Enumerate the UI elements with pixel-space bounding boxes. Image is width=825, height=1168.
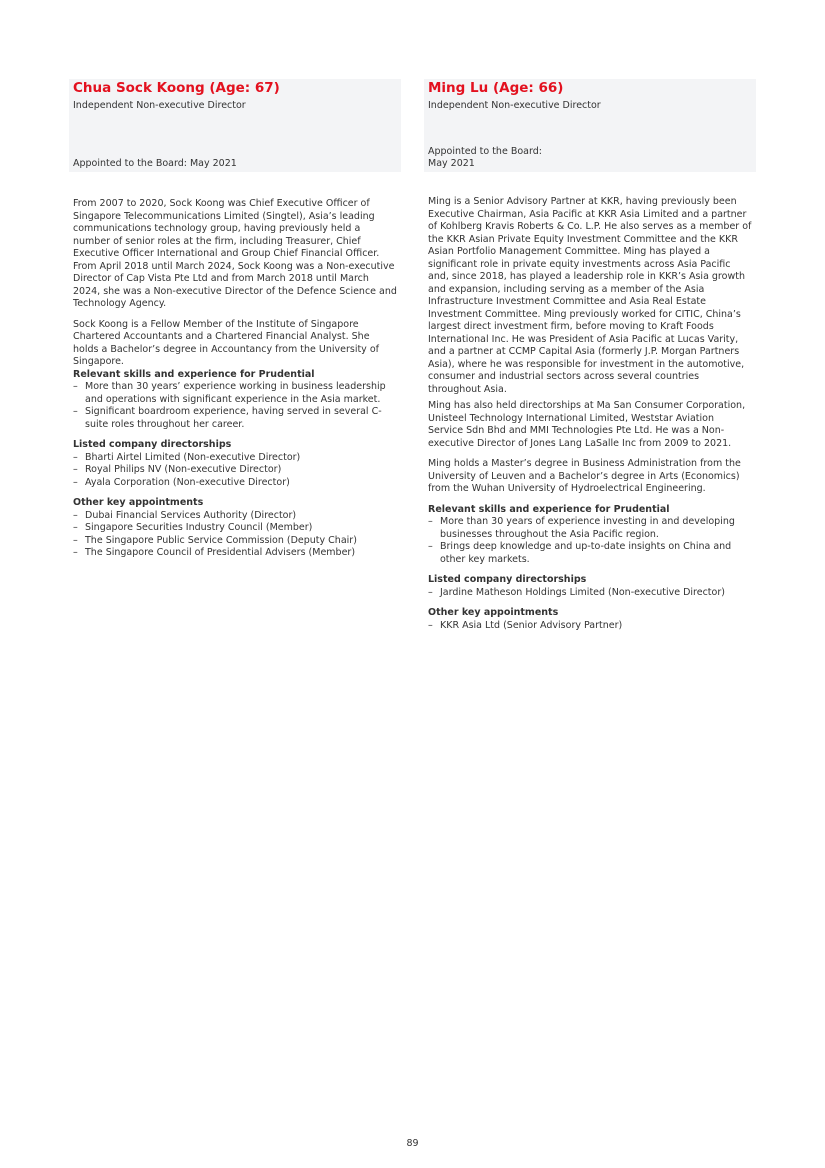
section-title-directorships: Listed company directorships	[73, 439, 232, 450]
director-name: Ming Lu (Age: 66)	[428, 80, 564, 96]
section-title-skills: Relevant skills and experience for Prudential	[73, 368, 315, 380]
appointments-list	[428, 620, 752, 633]
skills-list	[73, 381, 397, 431]
bio-paragraph: From 2007 to 2020, Sock Koong was Chief Executive Officer of Singapore Telecommunications Limited (Singtel), Asia’s leading communications technology group, having previously held a number of senior roles at the firm, including Treasurer, Chief Executive Officer International and Group Chief Financial Officer. From April 2018 until March 2024, Sock Koong was a Non-executive Director of Cap Vista Pte Ltd and from March 2018 until March 2024, she was a Non-executive Director of the Defence Science and Technology Agency.	[73, 198, 397, 309]
directorships-list	[73, 452, 397, 490]
appointments-list	[73, 510, 397, 560]
section-title-appointments: Other key appointments	[73, 497, 204, 508]
appointment-date	[73, 158, 237, 170]
bio-paragraph: Ming is a Senior Advisory Partner at KKR, having previously been Executive Chairman, Asia Pacific at KKR Asia Limited and a partner of Kohlberg Kravis Roberts & Co. L.P. He also serves as a member of the KKR Asian Private Equity Investment Committee and the KKR Asian Portfolio Management Committee. Ming has played a significant role in private equity investments across Asia Pacific and, since 2018, has played a leadership role in KKR’s Asia growth and expansion, including serving as a member of the Asia Infrastructure Investment Committee and Asia Real Estate Investment Committee. Ming previously worked for CITIC, China’s largest direct investment firm, before moving to Kraft Foods International Inc. He was President of Asia Pacific at Lucas Varity, and a partner at CCMP Capital Asia (formerly J.P. Morgan Partners Asia), where he was responsible for investment in the automotive, consumer and industrial sectors across several countries throughout Asia.	[428, 196, 752, 395]
director-profile-chua-sock-koong	[69, 79, 401, 568]
director-name: Chua Sock Koong (Age: 67)	[73, 80, 280, 96]
appointment-line: Appointed to the Board:	[428, 146, 542, 157]
appointment-line: May 2021	[428, 158, 475, 169]
list-item: – The Singapore Public Service Commission (Deputy Chair)	[73, 535, 397, 548]
list-item: – More than 30 years’ experience working in business leadership and operations with significant experience in the Asia market.	[73, 381, 397, 406]
skills-list	[428, 516, 752, 566]
director-header	[424, 79, 756, 172]
list-item: – Singapore Securities Industry Council (Member)	[73, 522, 397, 535]
list-item: – Ayala Corporation (Non-executive Director)	[73, 477, 397, 490]
director-body	[69, 198, 401, 560]
list-item: – Bharti Airtel Limited (Non-executive Director)	[73, 452, 397, 465]
list-item: – Significant boardroom experience, having served in several C-suite roles throughout her career.	[73, 406, 397, 431]
appointment-date	[428, 146, 542, 170]
list-item: – The Singapore Council of Presidential Advisers (Member)	[73, 547, 397, 560]
list-item: – More than 30 years of experience investing in and developing businesses throughout the Asia Pacific region.	[428, 516, 752, 541]
directorships-list	[428, 587, 752, 600]
appointment-line: Appointed to the Board: May 2021	[73, 158, 237, 169]
director-profile-ming-lu	[424, 79, 756, 640]
director-body	[424, 196, 756, 632]
bio-paragraph: Ming has also held directorships at Ma San Consumer Corporation, Unisteel Technology International Limited, Weststar Aviation Service Sdn Bhd and MMI Technologies Pte Ltd. He was a Non-executive Director of Jones Lang LaSalle Inc from 2009 to 2021.	[428, 400, 746, 449]
director-role: Independent Non-executive Director	[428, 100, 601, 111]
list-item: – Brings deep knowledge and up-to-date insights on China and other key markets.	[428, 541, 752, 566]
list-item: – Dubai Financial Services Authority (Director)	[73, 510, 397, 523]
section-title-directorships: Listed company directorships	[428, 574, 587, 585]
list-item: – Jardine Matheson Holdings Limited (Non-executive Director)	[428, 587, 752, 600]
section-title-appointments: Other key appointments	[428, 607, 559, 618]
bio-paragraph: Sock Koong is a Fellow Member of the Institute of Singapore Chartered Accountants and a Chartered Financial Analyst. She holds a Bachelor’s degree in Accountancy from the University of Singapore.	[73, 318, 379, 367]
director-header	[69, 79, 401, 172]
section-title-skills: Relevant skills and experience for Prudential	[428, 503, 670, 515]
bio-paragraph: Ming holds a Master’s degree in Business Administration from the University of Leuven and a Bachelor’s degree in Arts (Economics) from the Wuhan University of Hydroelectrical Engineering.	[428, 458, 741, 494]
list-item: – KKR Asia Ltd (Senior Advisory Partner)	[428, 620, 752, 633]
list-item: – Royal Philips NV (Non-executive Director)	[73, 464, 397, 477]
page-number: 89	[406, 1138, 419, 1149]
director-role: Independent Non-executive Director	[73, 100, 246, 111]
